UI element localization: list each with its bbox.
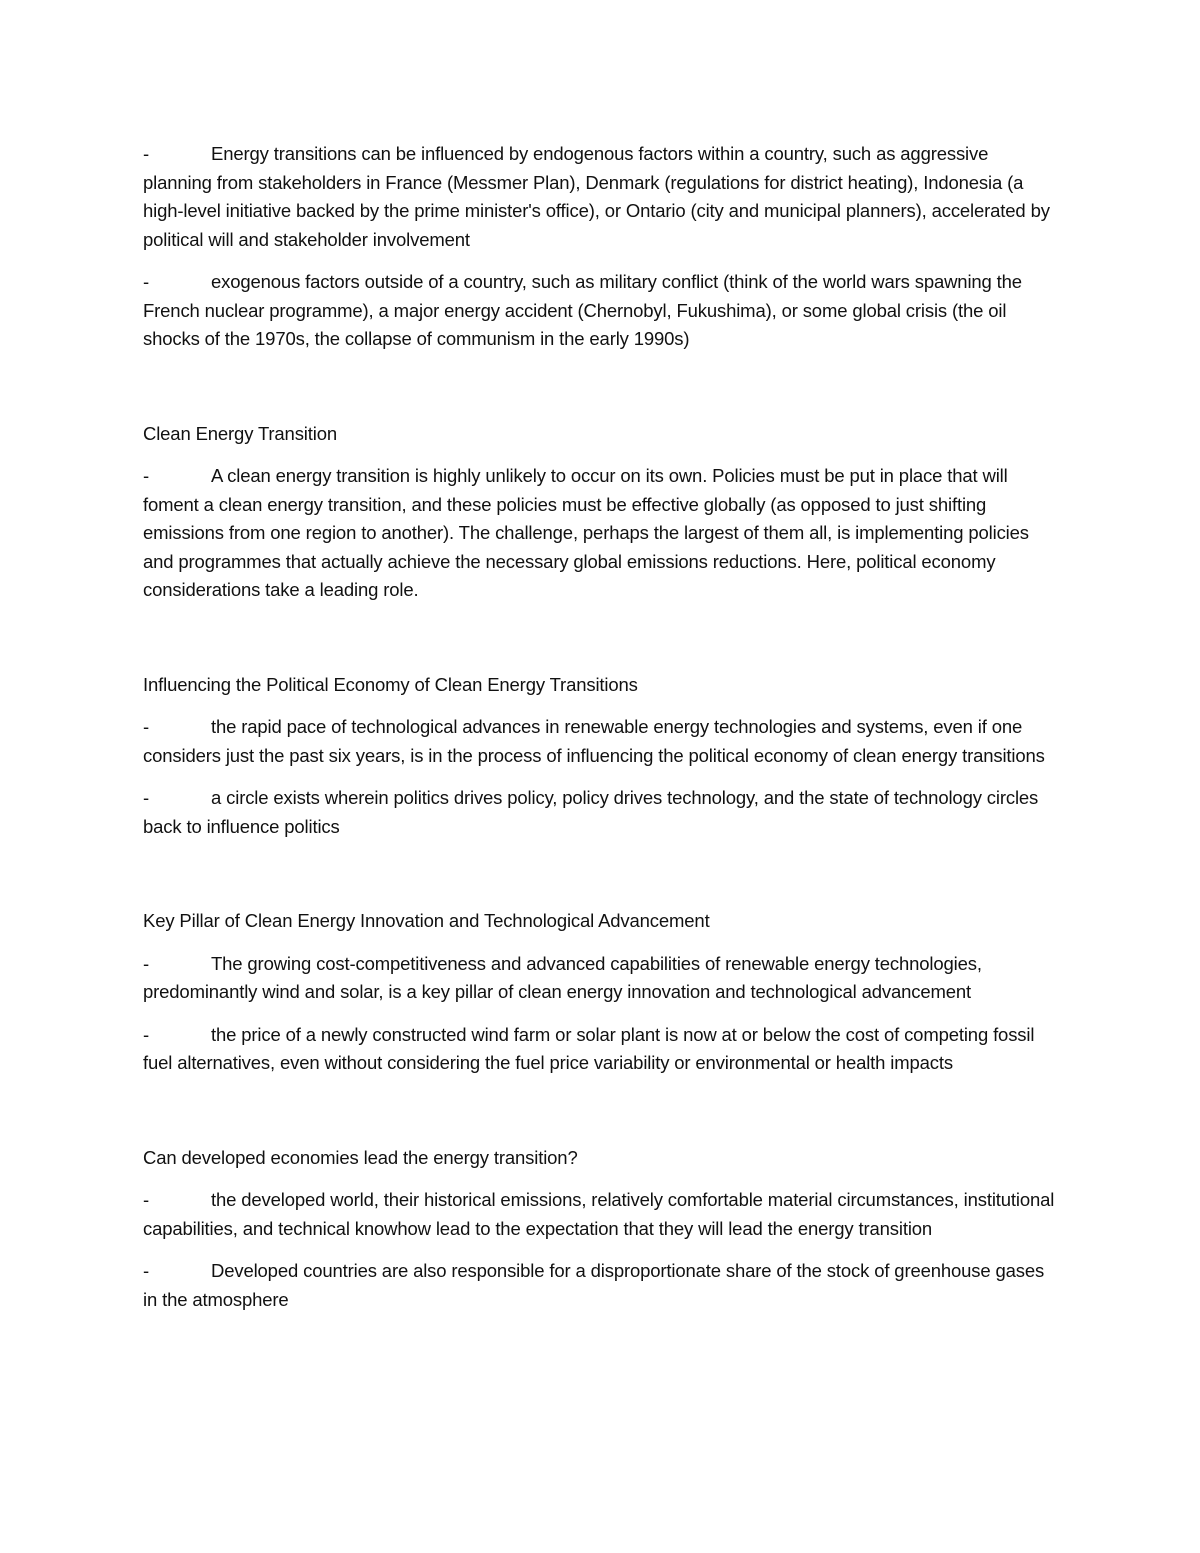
bullet-item xyxy=(143,713,1058,770)
section-key-pillar xyxy=(143,907,1058,1078)
bullet-marker: - xyxy=(143,465,150,486)
section-political-economy xyxy=(143,671,1058,842)
bullet-item xyxy=(143,1257,1058,1314)
section-clean-energy-transition xyxy=(143,420,1058,605)
bullet-text: exogenous factors outside of a country, such as military conflict (think of the world wars spawning the French nuclear programme), a major energy accident (Chernobyl, Fukushima), or some global crisis (the oil shocks of the 1970s, the collapse of communism in the early 1990s) xyxy=(143,271,1022,349)
bullet-text: the rapid pace of technological advances in renewable energy technologies and systems, even if one considers just the past six years, is in the process of influencing the political economy of clean energy transitions xyxy=(143,716,1045,766)
section-spacer xyxy=(143,619,1058,671)
bullet-marker: - xyxy=(143,952,150,974)
section-spacer xyxy=(143,1092,1058,1144)
bullet-item xyxy=(143,462,1058,605)
bullet-item xyxy=(143,784,1058,841)
bullet-item xyxy=(143,1186,1058,1243)
bullet-item xyxy=(143,950,1058,1007)
document-page xyxy=(143,140,1058,1328)
bullet-text: a circle exists wherein politics drives policy, policy drives technology, and the state of technology circles back to influence politics xyxy=(143,787,1039,837)
bullet-marker: - xyxy=(143,1023,150,1045)
bullet-marker: - xyxy=(143,1260,150,1281)
bullet-item xyxy=(143,1021,1058,1078)
section-transition-factors xyxy=(143,140,1058,354)
bullet-marker: - xyxy=(143,1189,150,1210)
bullet-text: the price of a newly constructed wind farm or solar plant is now at or below the cost of competing fossil fuel alternatives, even without considering the fuel price variability or environmental or health impacts xyxy=(143,1023,1035,1073)
bullet-item xyxy=(143,140,1058,254)
section-heading: Clean Energy Transition xyxy=(143,422,337,444)
bullet-text: Developed countries are also responsible for a disproportionate share of the stock of greenhouse gases in the atmosphere xyxy=(143,1260,1045,1310)
bullet-marker: - xyxy=(143,143,150,164)
bullet-marker: - xyxy=(143,716,150,737)
section-heading: Can developed economies lead the energy transition? xyxy=(143,1146,578,1168)
section-spacer xyxy=(143,855,1058,907)
section-heading: Key Pillar of Clean Energy Innovation and Technological Advancement xyxy=(143,910,710,931)
bullet-text: A clean energy transition is highly unlikely to occur on its own. Policies must be put in place that will foment a clean energy transition, and these policies must be effective globally (as opposed to just shifting emissions from one region to another). The challenge, perhaps the largest of them all, is implementing policies and programmes that actually achieve the necessary global emissions reductions. Here, political economy considerations take a leading role. xyxy=(143,465,1029,600)
bullet-item xyxy=(143,268,1058,354)
bullet-text: The growing cost-competitiveness and advanced capabilities of renewable energy technologies, predominantly wind and solar, is a key pillar of clean energy innovation and technological advancement xyxy=(143,952,982,1002)
section-spacer xyxy=(143,368,1058,420)
bullet-text: the developed world, their historical emissions, relatively comfortable material circumstances, institutional capabilities, and technical knowhow lead to the expectation that they will lead the energy transition xyxy=(143,1189,1055,1239)
bullet-marker: - xyxy=(143,787,150,808)
section-developed-economies xyxy=(143,1144,1058,1315)
section-heading: Influencing the Political Economy of Clean Energy Transitions xyxy=(143,673,638,695)
bullet-marker: - xyxy=(143,271,150,292)
bullet-text: Energy transitions can be influenced by endogenous factors within a country, such as aggressive planning from stakeholders in France (Messmer Plan), Denmark (regulations for district heating), Indonesia (a high-level initiative backed by the prime minister's office), or Ontario (city and municipal planners), accelerated by political will and stakeholder involvement xyxy=(143,143,1050,250)
